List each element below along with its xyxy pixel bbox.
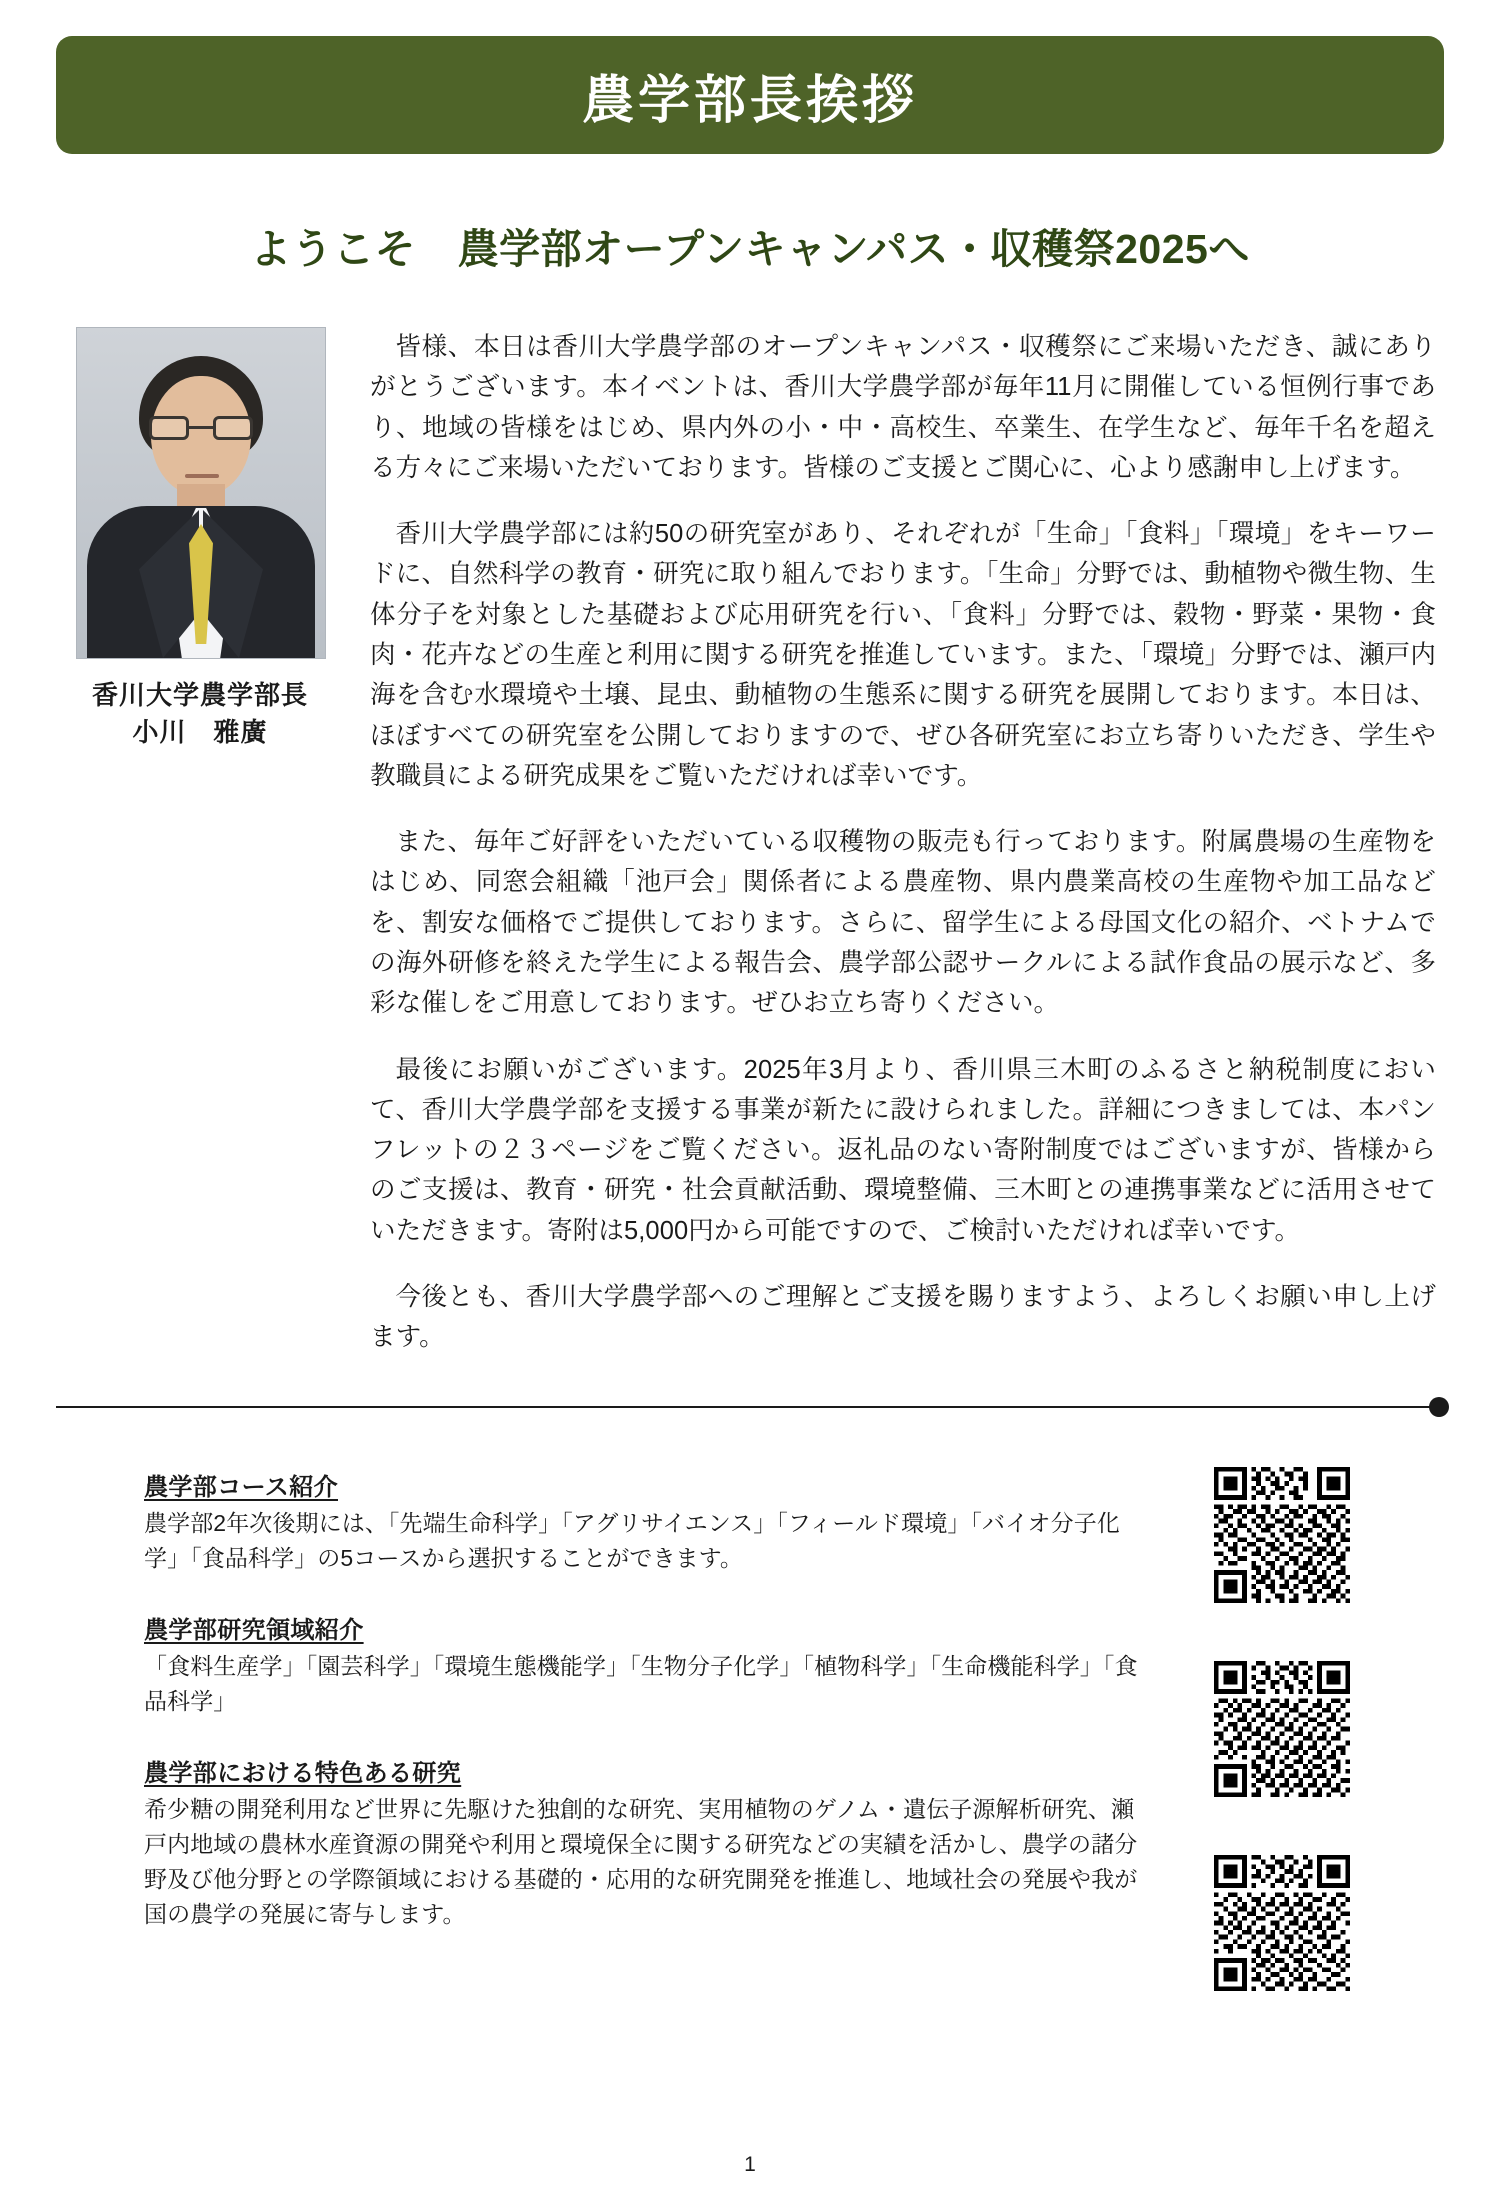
info-block-title: 農学部コース紹介 <box>144 1474 338 1502</box>
greeting-paragraph: 皆様、本日は香川大学農学部のオープンキャンパス・収穫祭にご来場いただき、誠にありがとうございます。本イベントは、香川大学農学部が毎年11月に開催している恒例行事であり、地域の皆様をはじめ、県内外の小・中・高校生、卒業生、在学生など、毎年千名を超える方々にご来場いただいております。皆様のご支援とご関心に、心より感謝申し上げます。 <box>370 333 1436 482</box>
qr-code-research-fields[interactable] <box>1214 1661 1350 1797</box>
greeting-text-column <box>346 327 1444 1357</box>
greeting-paragraph: 最後にお願いがございます。2025年3月より、香川県三木町のふるさと納税制度において、香川大学農学部を支援する事業が新たに設けられました。詳細につきましては、本パンフレットの２３ページをご覧ください。返礼品のない寄附制度ではございますが、皆様からのご支援は、教育・研究・社会貢献活動、環境整備、三木町との連携事業などに活用させていただきます。寄附は5,000円から可能ですので、ご検討いただければ幸いです。 <box>370 1055 1436 1245</box>
divider-line <box>56 1406 1444 1408</box>
qr-code-course-introduction[interactable] <box>1214 1467 1350 1603</box>
page-title: 農学部長挨拶 <box>581 71 918 130</box>
portrait-column <box>56 327 346 751</box>
qr-code-featured-research[interactable] <box>1214 1855 1350 1991</box>
info-block-body: 農学部2年次後期には、「先端生命科学」「アグリサイエンス」「フィールド環境」「バイオ分子化学」「食品科学」の5コースから選択することができます。 <box>144 1510 1120 1572</box>
info-block-research-fields <box>144 1610 1144 1719</box>
greeting-paragraph: 香川大学農学部には約50の研究室があり、それぞれが「生命」「食料」「環境」をキーワードに、自然科学の教育・研究に取り組んでおります。「生命」分野では、動植物や微生物、生体分子を対象とした基礎および応用研究を行い、「食料」分野では、穀物・野菜・果物・食肉・花卉などの生産と利用に関する研究を推進しています。また、「環境」分野では、瀬戸内海を含む水環境や土壌、昆虫、動植物の生態系に関する研究を展開しております。本日は、ほぼすべての研究室を公開しておりますので、ぜひ各研究室にお立ち寄りいただき、学生や教職員による研究成果をご覧いただければ幸いです。 <box>370 520 1436 790</box>
footer-info-section <box>56 1467 1444 1991</box>
glasses-bridge <box>189 426 213 429</box>
glasses-icon <box>149 416 253 442</box>
greeting-paragraph: 今後とも、香川大学農学部へのご理解とご支援を賜りますよう、よろしくお願い申し上げます。 <box>370 1282 1436 1352</box>
info-block-title: 農学部研究領域紹介 <box>144 1617 364 1645</box>
document-page <box>0 36 1500 2203</box>
info-block-body: 希少糖の開発利用など世界に先駆けた独創的な研究、実用植物のゲノム・遺伝子源解析研究、瀬戸内地域の農林水産資源の開発や利用と環境保全に関する研究などの実績を活かし、農学の諸分野及び他分野との学際領域における基礎的・応用的な研究開発を推進し、地域社会の発展や我が国の農学の発展に寄与します。 <box>144 1796 1138 1928</box>
portrait-caption <box>76 677 324 751</box>
page-number: 1 <box>744 2153 756 2176</box>
welcome-heading: ようこそ 農学部オープンキャンパス・収穫祭2025へ <box>250 226 1250 272</box>
info-block-course-introduction <box>144 1467 1144 1576</box>
dean-portrait-photo <box>76 327 326 659</box>
section-divider <box>56 1397 1444 1417</box>
info-block-body: 「食料生産学」「園芸科学」「環境生態機能学」「生物分子化学」「植物科学」「生命機能科学」「食品科学」 <box>144 1653 1138 1715</box>
page-header-banner <box>56 36 1444 154</box>
portrait-mouth <box>185 474 219 478</box>
info-block-title: 農学部における特色ある研究 <box>144 1760 462 1788</box>
portrait-caption-name: 小川 雅廣 <box>132 716 268 747</box>
qr-code-column <box>1144 1467 1444 1991</box>
footer-text-column <box>56 1467 1144 1991</box>
greeting-section <box>56 327 1444 1357</box>
greeting-paragraph: また、毎年ご好評をいただいている収穫物の販売も行っております。附属農場の生産物をはじめ、同窓会組織「池戸会」関係者による農産物、県内農業高校の生産物や加工品などを、割安な価格でご提供しております。さらに、留学生による母国文化の紹介、ベトナムでの海外研修を終えた学生による報告会、農学部公認サークルによる試作食品の展示など、多彩な催しをご用意しております。ぜひお立ち寄りください。 <box>370 828 1436 1018</box>
portrait-caption-title: 香川大学農学部長 <box>91 680 308 710</box>
info-block-featured-research <box>144 1753 1144 1932</box>
divider-dot-icon <box>1429 1397 1449 1417</box>
